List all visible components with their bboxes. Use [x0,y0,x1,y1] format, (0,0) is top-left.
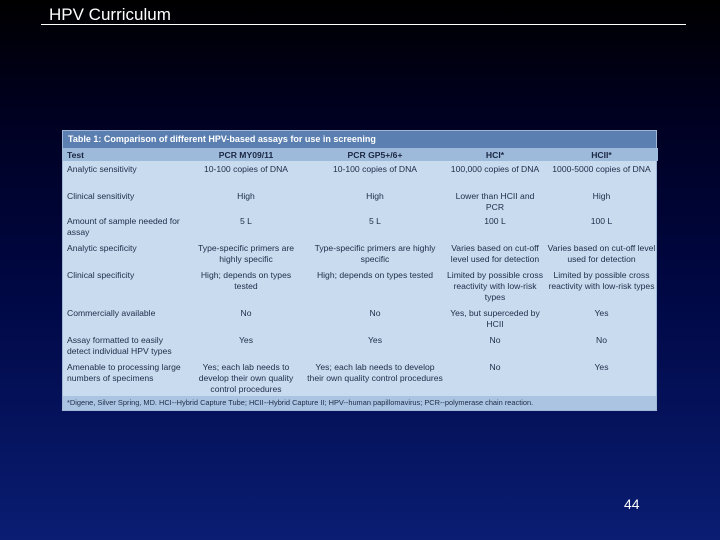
table-footnote: *Digene, Silver Spring, MD. HCI--Hybrid Capture Tube; HCII--Hybrid Capture II; HPV--human papillomavirus; PCR--polymerase chain reaction. [63,396,656,410]
table-cell: Yes [367,335,383,345]
table-cell: Yes [594,362,609,372]
row-label: Clinical sensitivity [67,191,135,201]
table-cell: Yes; each lab needs to develop their own quality control procedures [198,362,294,394]
table-cell: 5 L [369,216,381,226]
table-cell: No [489,335,501,345]
table-row [63,359,658,397]
table-row [63,240,658,267]
table-cell: 10-100 copies of DNA [332,164,418,174]
table-cell: Limited by possible cross reactivity with low-risk types [548,270,655,291]
table-cell: Type-specific primers are highly specific [314,243,436,264]
table-cell: Type-specific primers are highly specific [198,243,294,264]
table-row [63,332,658,359]
table-cell: No [369,308,381,318]
table-cell: 10-100 copies of DNA [203,164,289,174]
column-header: Test [63,148,187,161]
table-row [63,305,658,332]
column-header: HCII* [545,148,658,161]
table-cell: Yes [594,308,609,318]
table-cell: Varies based on cut-off level used for detection [547,243,656,264]
table-cell: Lower than HCII and PCR [455,191,535,212]
table-cell: No [240,308,252,318]
row-label: Commercially available [67,308,156,318]
table-row [63,188,658,213]
row-label: Clinical specificity [67,270,135,280]
table-cell: High [366,191,384,201]
title-divider [41,24,686,25]
comparison-table-panel [62,130,657,411]
table-row [63,267,658,305]
column-header: PCR MY09/11 [187,148,305,161]
table-cell: 5 L [240,216,252,226]
table-cell: High; depends on types tested [316,270,434,280]
table-cell: Varies based on cut-off level used for detection [450,243,540,264]
row-label: Analytic sensitivity [67,164,137,174]
table-cell: Yes; each lab needs to develop their own quality control procedures [307,362,443,383]
table-cell: Yes, but superceded by HCII [450,308,540,329]
table-cell: 100,000 copies of DNA [450,164,540,174]
table-cell: 100 L [590,216,613,226]
table-cell: No [596,335,607,345]
row-label: Analytic specificity [67,243,137,253]
table-row [63,213,658,240]
row-label: Assay formatted to easily detect individual HPV types [67,335,172,356]
row-label: Amenable to processing large numbers of specimens [67,362,181,383]
column-header: HCI* [445,148,545,161]
table-row [63,161,658,188]
table-header-row [63,148,658,161]
column-header: PCR GP5+/6+ [305,148,445,161]
slide-title: HPV Curriculum [49,5,171,24]
table-caption: Table 1: Comparison of different HPV-based assays for use in screening [63,131,656,148]
table-cell: Yes [238,335,254,345]
page-number: 44 [624,496,640,512]
table-cell: Limited by possible cross reactivity with low-risk types [447,270,544,302]
comparison-table [63,148,658,397]
row-label: Amount of sample needed for assay [67,216,180,237]
table-cell: High; depends on types tested [200,270,292,291]
table-cell: 100 L [484,216,506,226]
table-cell: High [237,191,255,201]
table-cell: 1000-5000 copies of DNA [552,164,651,174]
table-cell: High [592,191,611,201]
table-cell: No [489,362,501,372]
